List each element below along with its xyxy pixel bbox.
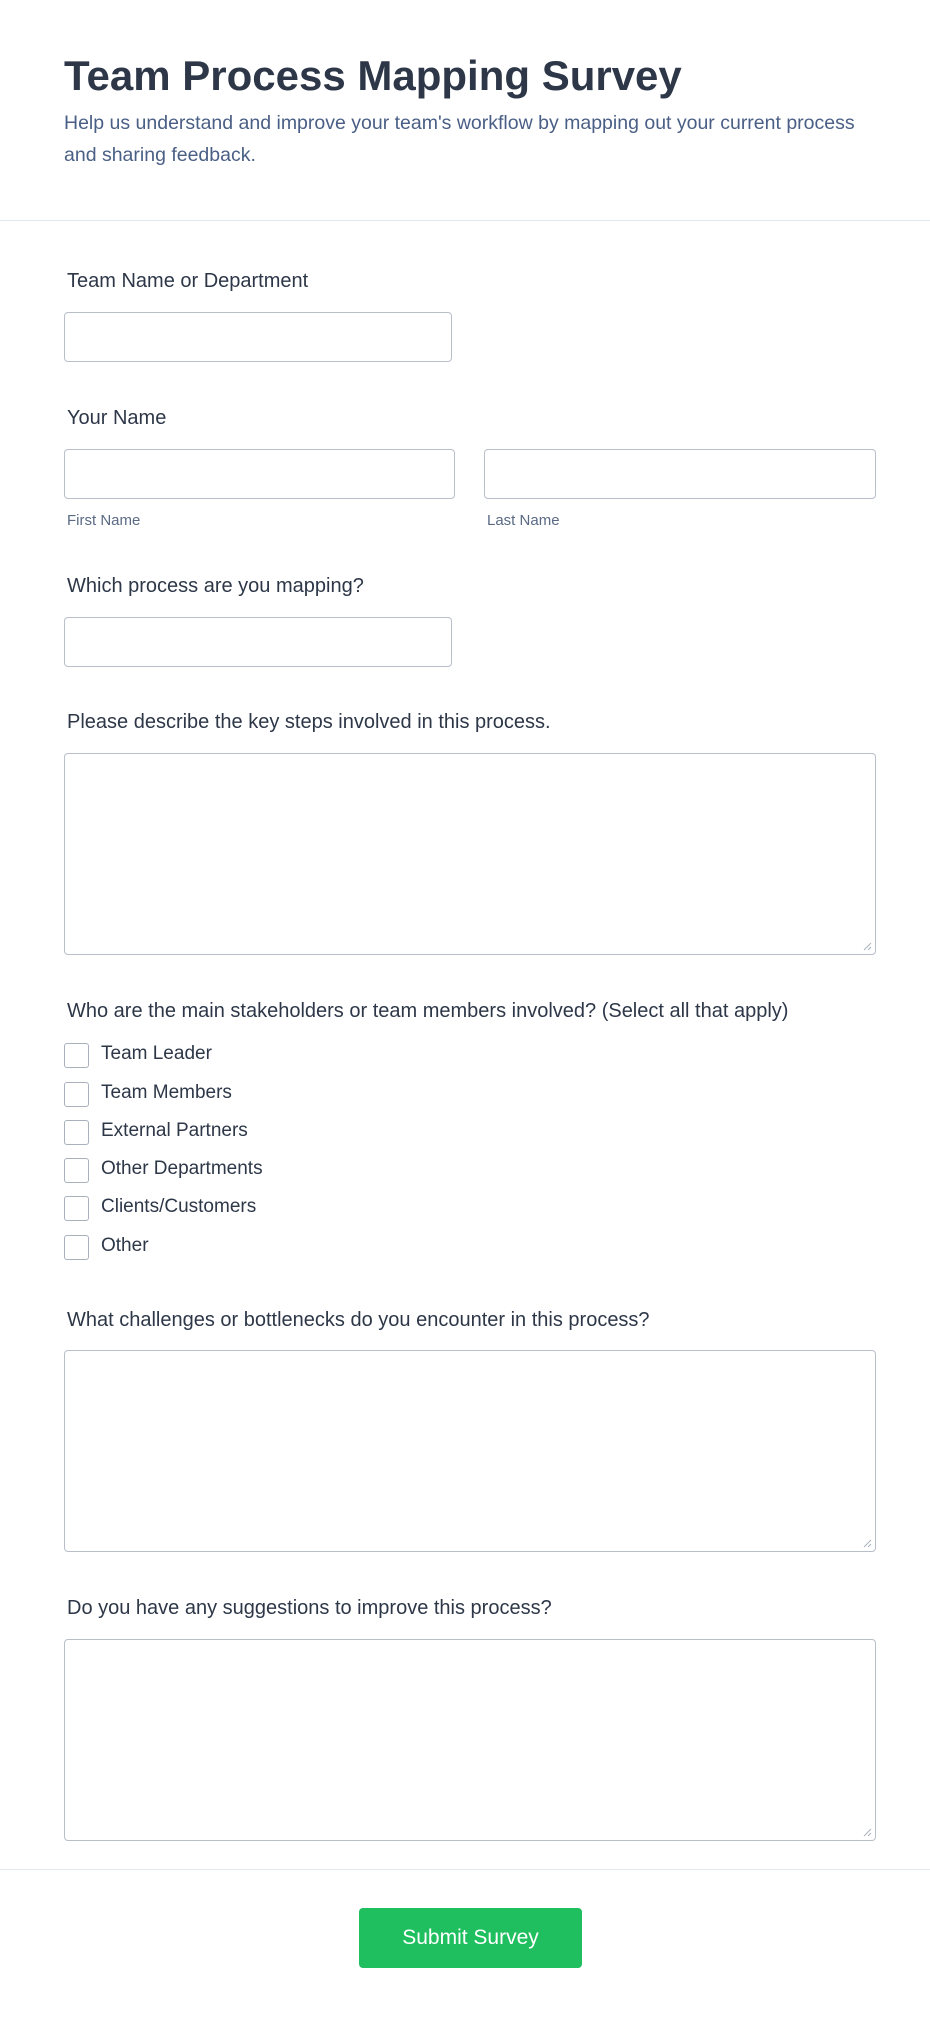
team-name-input[interactable]	[64, 312, 452, 362]
checkbox-label: Other	[101, 1235, 149, 1256]
team-name-label: Team Name or Department	[67, 270, 309, 292]
resize-grip-icon[interactable]	[862, 1827, 872, 1837]
page-subtitle: Help us understand and improve your team's workflow by mapping out your current process and sharing feedback.	[64, 112, 855, 166]
checkbox[interactable]	[64, 1082, 89, 1107]
process-label: Which process are you mapping?	[67, 575, 364, 597]
footer-divider	[0, 1869, 930, 1870]
suggestions-label: Do you have any suggestions to improve this process?	[67, 1597, 552, 1619]
last-name-input[interactable]	[484, 449, 876, 499]
key-steps-label: Please describe the key steps involved in this process.	[67, 711, 551, 733]
checkbox-label: Team Members	[101, 1082, 232, 1103]
checkbox[interactable]	[64, 1043, 89, 1068]
challenges-textarea[interactable]	[64, 1350, 876, 1552]
checkbox-label: Team Leader	[101, 1043, 212, 1064]
resize-grip-icon[interactable]	[862, 941, 872, 951]
survey-header	[0, 0, 930, 221]
checkbox[interactable]	[64, 1196, 89, 1221]
first-name-input[interactable]	[64, 449, 455, 499]
resize-grip-icon[interactable]	[862, 1538, 872, 1548]
your-name-label: Your Name	[67, 407, 167, 429]
last-name-sublabel: Last Name	[487, 512, 560, 529]
checkbox-label: Other Departments	[101, 1158, 263, 1179]
checkbox[interactable]	[64, 1120, 89, 1145]
page-title: Team Process Mapping Survey	[64, 52, 682, 99]
challenges-label: What challenges or bottlenecks do you encounter in this process?	[67, 1309, 650, 1331]
submit-survey-button[interactable]: Submit Survey	[359, 1908, 582, 1968]
checkbox-label: Clients/Customers	[101, 1196, 257, 1217]
key-steps-textarea[interactable]	[64, 753, 876, 955]
process-input[interactable]	[64, 617, 452, 667]
checkbox-label: External Partners	[101, 1120, 248, 1141]
first-name-sublabel: First Name	[67, 512, 141, 529]
checkbox[interactable]	[64, 1235, 89, 1260]
checkbox[interactable]	[64, 1158, 89, 1183]
suggestions-textarea[interactable]	[64, 1639, 876, 1841]
stakeholders-label: Who are the main stakeholders or team members involved? (Select all that apply)	[67, 1000, 789, 1022]
